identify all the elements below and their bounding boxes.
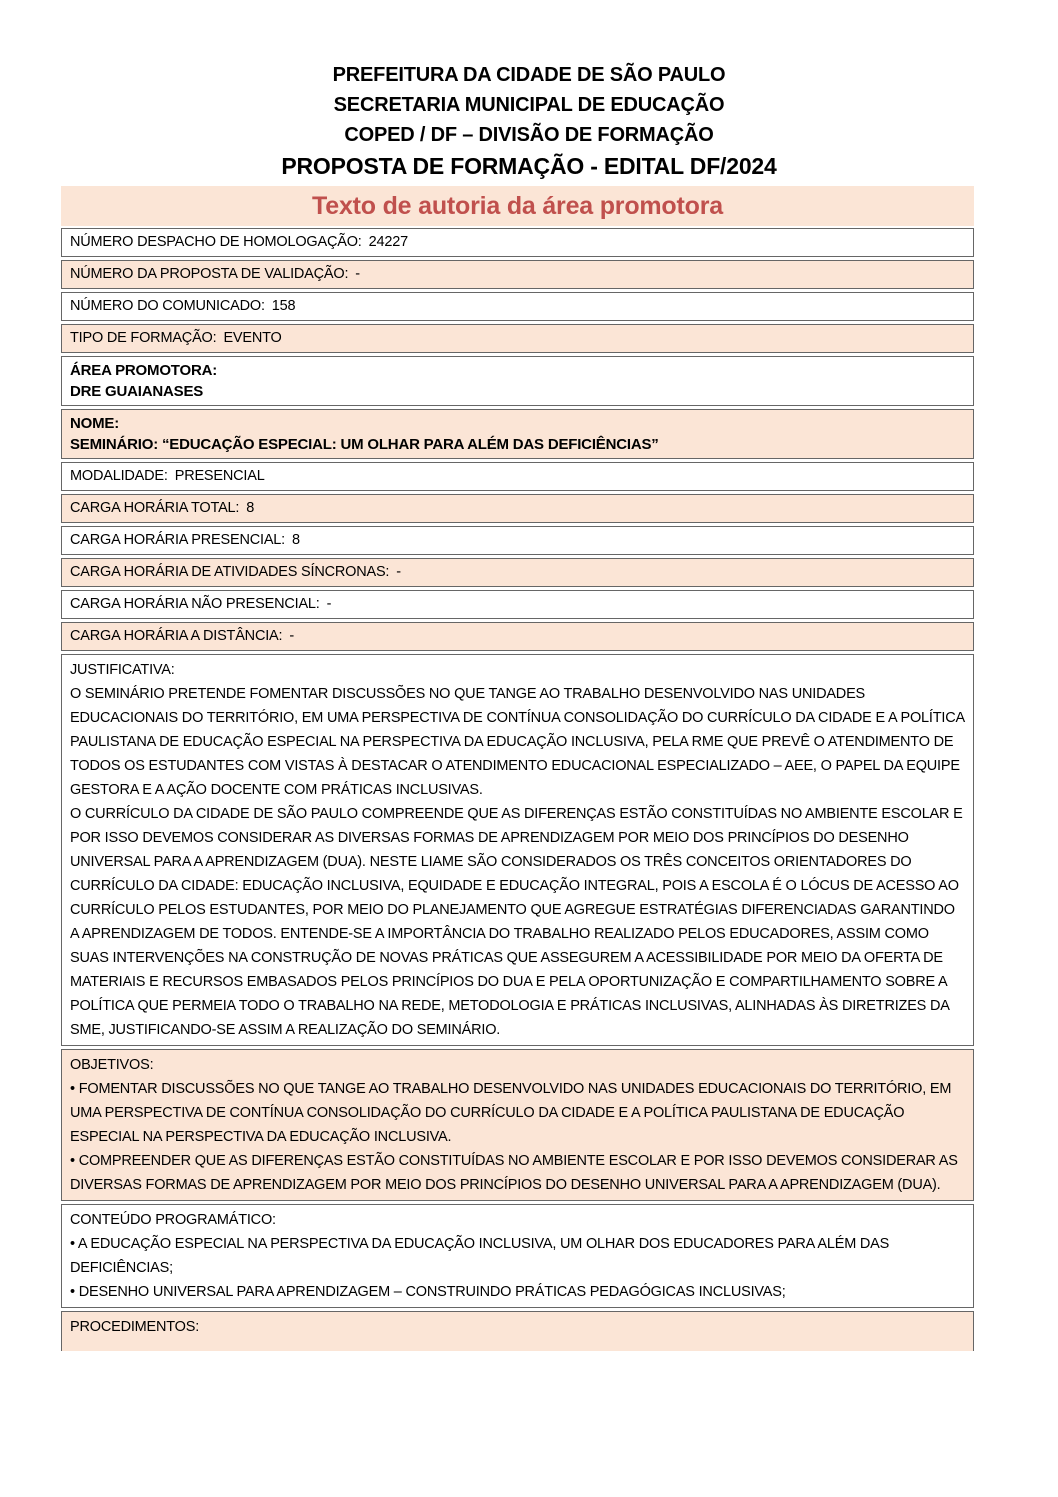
field-label: NÚMERO DESPACHO DE HOMOLOGAÇÃO: xyxy=(70,234,362,250)
field-row-carga-horaria-presencial xyxy=(61,526,974,555)
section-title: JUSTIFICATIVA: xyxy=(70,662,175,678)
field-label: ÁREA PROMOTORA: xyxy=(70,362,218,379)
field-value: - xyxy=(326,596,332,612)
field-value: 24227 xyxy=(368,234,408,250)
field-value: - xyxy=(355,266,360,282)
section-procedimentos xyxy=(61,1311,974,1351)
field-row-carga-horaria-nao-presencial xyxy=(61,590,974,619)
field-row-numero-despacho xyxy=(61,228,974,257)
section-paragraph: • COMPREENDER QUE AS DIFERENÇAS ESTÃO CONSTITUÍDAS NO AMBIENTE ESCOLAR E POR ISSO DEVEMOS CONSIDERAR AS DIVERSAS FORMAS DE APRENDIZAGEM POR MEIO DOS PRINCÍPIOS DO DESENHO UNIVERSAL PARA A APRENDIZAGEM (DUA). xyxy=(70,1153,958,1193)
section-title: PROCEDIMENTOS: xyxy=(70,1319,200,1335)
header-line-proposta: PROPOSTA DE FORMAÇÃO - EDITAL DF/2024 xyxy=(281,153,777,179)
field-row-numero-proposta xyxy=(61,260,974,289)
section-conteudo-programatico xyxy=(61,1204,974,1308)
field-label: CARGA HORÁRIA A DISTÂNCIA: xyxy=(70,628,283,644)
field-label: CARGA HORÁRIA NÃO PRESENCIAL: xyxy=(70,596,320,612)
field-value: SEMINÁRIO: “EDUCAÇÃO ESPECIAL: UM OLHAR PARA ALÉM DAS DEFICIÊNCIAS” xyxy=(70,436,659,453)
header-line-secretaria: SECRETARIA MUNICIPAL DE EDUCAÇÃO xyxy=(333,94,725,116)
field-row-modalidade xyxy=(61,462,974,491)
section-justificativa xyxy=(61,654,974,1046)
section-paragraph: • FOMENTAR DISCUSSÕES NO QUE TANGE AO TRABALHO DESENVOLVIDO NAS UNIDADES EDUCACIONAIS DO TERRITÓRIO, EM UMA PERSPECTIVA DE CONTÍNUA CONSOLIDAÇÃO DO CURRÍCULO DA CIDADE E A POLÍTICA PAULISTANA DE EDUCAÇÃO ESPECIAL NA PERSPECTIVA DA EDUCAÇÃO INCLUSIVA. xyxy=(70,1081,952,1145)
field-label: NOME: xyxy=(70,415,119,432)
section-title: OBJETIVOS: xyxy=(70,1057,154,1073)
field-row-carga-horaria-sincronas xyxy=(61,558,974,587)
field-row-nome xyxy=(61,409,974,459)
field-row-area-promotora xyxy=(61,356,974,406)
section-paragraph: • A EDUCAÇÃO ESPECIAL NA PERSPECTIVA DA EDUCAÇÃO INCLUSIVA, UM OLHAR DOS EDUCADORES PARA ALÉM DAS DEFICIÊNCIAS; xyxy=(70,1236,890,1276)
field-label: CARGA HORÁRIA TOTAL: xyxy=(70,500,240,516)
section-paragraph: O CURRÍCULO DA CIDADE DE SÃO PAULO COMPREENDE QUE AS DIFERENÇAS ESTÃO CONSTITUÍDAS NO AMBIENTE ESCOLAR E POR ISSO DEVEMOS CONSIDERAR AS DIVERSAS FORMAS DE APRENDIZAGEM POR MEIO DOS PRINCÍPIOS DO DESENHO UNIVERSAL PARA A APRENDIZAGEM (DUA). NESTE LIAME SÃO CONSIDERADOS OS TRÊS CONCEITOS ORIENTADORES DO CURRÍCULO DA CIDADE: EDUCAÇÃO INCLUSIVA, EQUIDADE E EDUCAÇÃO INTEGRAL, POIS A ESCOLA É O LÓCUS DE ACESSO AO CURRÍCULO PELOS ESTUDANTES, POR MEIO DO PLANEJAMENTO QUE AGREGUE ESTRATÉGIAS DIFERENCIADAS GARANTINDO A APRENDIZAGEM DE TODOS. ENTENDE-SE A IMPORTÂNCIA DO TRABALHO REALIZADO PELOS EDUCADORES, ASSIM COMO SUAS INTERVENÇÕES NA CONSTRUÇÃO DE NOVAS PRÁTICAS QUE ASSEGUREM A ACESSIBILIDADE POR MEIO DA OFERTA DE MATERIAIS E RECURSOS EMBASADOS PELOS PRINCÍPIOS DO DUA E PELA OPORTUNIZAÇÃO E COMPARTILHAMENTO SOBRE A POLÍTICA QUE PERMEIA TODO O TRABALHO NA REDE, METODOLOGIA E PRÁTICAS INCLUSIVAS, ALINHADAS ÀS DIRETRIZES DA SME, JUSTIFICANDO-SE ASSIM A REALIZAÇÃO DO SEMINÁRIO. xyxy=(70,806,963,1038)
field-value: 8 xyxy=(291,532,300,548)
field-row-numero-comunicado xyxy=(61,292,974,321)
field-value: PRESENCIAL xyxy=(174,468,265,484)
section-objetivos xyxy=(61,1049,974,1201)
field-value: 158 xyxy=(271,298,296,314)
field-label: NÚMERO DO COMUNICADO: xyxy=(70,298,265,314)
field-label: MODALIDADE: xyxy=(70,468,168,484)
field-label: CARGA HORÁRIA DE ATIVIDADES SÍNCRONAS: xyxy=(70,564,390,580)
authorship-banner: Texto de autoria da área promotora xyxy=(61,186,974,226)
field-value: - xyxy=(289,628,294,644)
field-value: DRE GUAIANASES xyxy=(70,383,204,400)
field-value: EVENTO xyxy=(223,330,282,346)
section-paragraph: O SEMINÁRIO PRETENDE FOMENTAR DISCUSSÕES NO QUE TANGE AO TRABALHO DESENVOLVIDO NAS UNIDADES EDUCACIONAIS DO TERRITÓRIO, EM UMA PERSPECTIVA DE CONTÍNUA CONSOLIDAÇÃO DO CURRÍCULO DA CIDADE E A POLÍTICA PAULISTANA DE EDUCAÇÃO ESPECIAL NA PERSPECTIVA DA EDUCAÇÃO INCLUSIVA, PELA RME QUE PREVÊ O ATENDIMENTO DE TODOS OS ESTUDANTES COM VISTAS À DESTACAR O ATENDIMENTO EDUCACIONAL ESPECIALIZADO – AEE, O PAPEL DA EQUIPE GESTORA E A AÇÃO DOCENTE COM PRÁTICAS INCLUSIVAS. xyxy=(70,686,965,798)
field-label: NÚMERO DA PROPOSTA DE VALIDAÇÃO: xyxy=(70,266,349,282)
header-line-coped: COPED / DF – DIVISÃO DE FORMAÇÃO xyxy=(344,124,714,146)
field-value: - xyxy=(396,564,401,580)
field-row-carga-horaria-distancia xyxy=(61,622,974,651)
form-table xyxy=(61,228,974,1351)
field-row-tipo-formacao xyxy=(61,324,974,353)
field-label: CARGA HORÁRIA PRESENCIAL: xyxy=(70,532,285,548)
header-line-prefeitura: PREFEITURA DA CIDADE DE SÃO PAULO xyxy=(332,64,726,86)
section-title: CONTEÚDO PROGRAMÁTICO: xyxy=(70,1212,276,1228)
field-label: TIPO DE FORMAÇÃO: xyxy=(70,330,217,346)
field-row-carga-horaria-total xyxy=(61,494,974,523)
field-value: 8 xyxy=(246,500,255,516)
document-header xyxy=(0,60,1058,226)
section-paragraph: • DESENHO UNIVERSAL PARA APRENDIZAGEM – CONSTRUINDO PRÁTICAS PEDAGÓGICAS INCLUSIVAS; xyxy=(70,1284,786,1300)
